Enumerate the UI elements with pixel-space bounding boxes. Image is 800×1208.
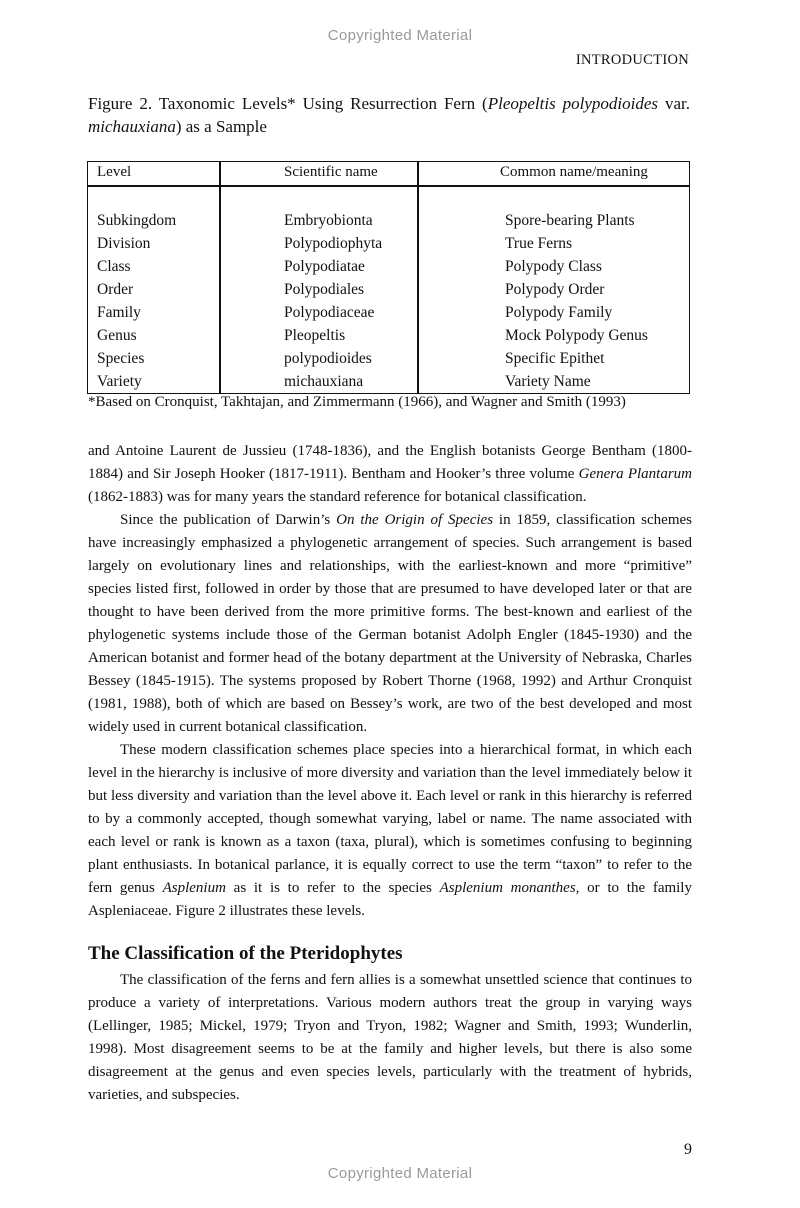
text-run: (1862-1883) was for many years the standard reference for botanical classification.: [88, 489, 587, 505]
text-run: as it is to refer to the species: [225, 880, 440, 896]
section-heading: The Classification of the Pteridophytes: [88, 943, 403, 964]
level-cell: Variety: [97, 373, 142, 390]
scientific-name-cell: Polypodiaceae: [284, 304, 375, 321]
copyright-watermark-top: Copyrighted Material: [327, 27, 473, 44]
taxonomy-table: [87, 161, 690, 394]
caption-mid: var.: [658, 94, 690, 113]
table-header-scientific-name: Scientific name: [284, 164, 378, 180]
paragraph: [88, 739, 692, 923]
caption-suffix: ) as a Sample: [175, 117, 267, 136]
text-run: or to the family Aspleniaceae. Figure 2 illustrates these levels.: [88, 880, 692, 919]
level-cell: Order: [97, 281, 134, 298]
level-cell: Species: [97, 350, 145, 367]
caption-variety: michauxiana: [88, 117, 176, 136]
running-head: INTRODUCTION: [575, 52, 689, 68]
scientific-name-cell: polypodioides: [284, 350, 372, 367]
text-run: These modern classification schemes place species into a hierarchical format, in which each level in the hierarchy is inclusive of more diversity and variation than the level immediately below it but less diversity and variation than the level above it. Each level or rank in this hierarchy is referred to by a commonly accepted, though somewhat varying, label or name. The name associated with each level or rank is known as a taxon (taxa, plural), which is sometimes confusing to beginning plant enthusiasts. In botanical parlance, it is equally correct to use the term “taxon” to refer to the fern genus: [88, 742, 692, 896]
book-title: On the Origin of Species: [336, 512, 494, 528]
caption-prefix: Figure 2. Taxonomic Levels* Using Resurrection Fern (: [88, 94, 488, 113]
level-cell: Family: [97, 304, 141, 321]
section-paragraph: The classification of the ferns and fern allies is a somewhat unsettled science that continues to produce a variety of interpretations. Various modern authors treat the group in varying ways (Lellinger, 1985; Mickel, 1979; Tryon and Tryon, 1982; Wagner and Smith, 1993; Wunderlin, 1998). Most disagreement seems to be at the family and higher levels, but there is also some disagreement at the genus and even species levels, particularly with the treatment of hybrids, varieties, and subspecies.: [88, 972, 692, 1103]
table-divider: [417, 162, 419, 393]
body-text: [88, 440, 692, 923]
scientific-name-cell: Pleopeltis: [284, 327, 346, 344]
scientific-name-cell: Polypodiales: [284, 281, 365, 298]
page-number: 9: [684, 1141, 692, 1158]
common-name-cell: Specific Epithet: [505, 350, 605, 367]
table-divider: [219, 162, 221, 393]
paragraph: [88, 509, 692, 739]
common-name-cell: Polypody Family: [505, 304, 613, 321]
common-name-cell: Spore-bearing Plants: [505, 212, 635, 229]
scientific-name-cell: Embryobionta: [284, 212, 373, 229]
table-header-level: Level: [97, 164, 132, 180]
level-cell: Class: [97, 258, 131, 275]
figure-caption: [88, 92, 690, 138]
species-name: Asplenium monanthes,: [439, 880, 580, 896]
book-title: Genera Plantarum: [578, 466, 692, 482]
common-name-cell: True Ferns: [505, 235, 573, 252]
copyright-watermark-bottom: Copyrighted Material: [327, 1165, 473, 1182]
table-footnote: *Based on Cronquist, Takhtajan, and Zimmermann (1966), and Wagner and Smith (1993): [88, 394, 626, 410]
level-column: [97, 209, 176, 393]
genus-name: Asplenium: [162, 880, 226, 896]
table-header-common-name: Common name/meaning: [500, 164, 648, 180]
common-name-cell: Mock Polypody Genus: [505, 327, 648, 344]
scientific-name-column: [284, 209, 382, 393]
text-run: in 1859, classification schemes have increasingly emphasized a phylogenetic arrangement of species. Such arrangement is based largely on evolutionary lines and relationships, with the earliest-known and more “primitive” species listed first, followed in order by those that are presumed to have developed later or that are thought to have been derived from the more primitive forms. The best-known and earliest of the phylogenetic systems include those of the German botanist Adolph Engler (1845-1930) and the American botanist and former head of the botany department at the University of Nebraska, Charles Bessey (1845-1915). The systems proposed by Robert Thorne (1968, 1992) and Arthur Cronquist (1981, 1988), both of which are based on Bessey’s work, are two of the best developed and most widely used in current botanical classification.: [88, 512, 692, 735]
caption-species: Pleopeltis polypodioides: [487, 94, 659, 113]
level-cell: Division: [97, 235, 151, 252]
scientific-name-cell: Polypodiophyta: [284, 235, 383, 252]
level-cell: Subkingdom: [97, 212, 177, 229]
text-run: Since the publication of Darwin’s: [120, 512, 337, 528]
scientific-name-cell: michauxiana: [284, 373, 364, 390]
level-cell: Genus: [97, 327, 137, 344]
table-header-rule: [88, 185, 689, 187]
paragraph: [88, 440, 692, 509]
common-name-cell: Polypody Order: [505, 281, 605, 298]
scientific-name-cell: Polypodiatae: [284, 258, 365, 275]
text-run: and Antoine Laurent de Jussieu (1748-1836), and the English botanists George Bentham (1800-1884) and Sir Joseph Hooker (1817-1911). Bentham and Hooker’s three volume: [88, 443, 692, 482]
common-name-cell: Polypody Class: [505, 258, 602, 275]
common-name-column: [505, 209, 648, 393]
common-name-cell: Variety Name: [505, 373, 591, 390]
